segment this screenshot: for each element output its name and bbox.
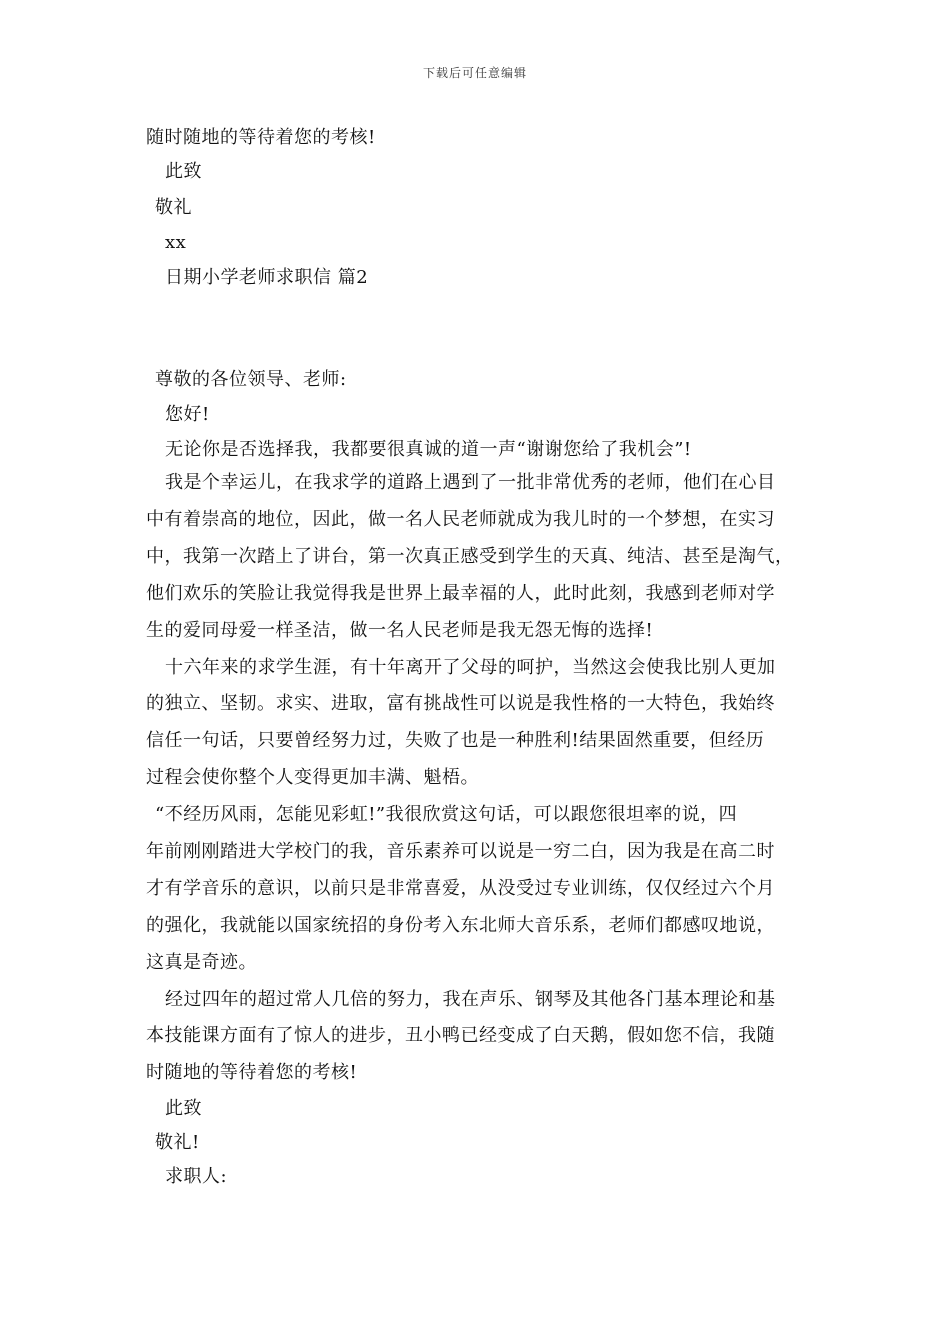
text-line: 经过四年的超过常人几倍的努力，我在声乐、钢琴及其他各门基本理论和基: [165, 989, 776, 1010]
section-heading: 日期小学老师求职信 篇2: [165, 267, 369, 288]
text-line: 过程会使你整个人变得更加丰满、魁梧。: [146, 767, 479, 788]
text-line: 的独立、坚韧。求实、进取，富有挑战性可以说是我性格的一大特色，我始终: [146, 693, 775, 714]
text-line: “不经历风雨，怎能见彩虹!”我很欣赏这句话，可以跟您很坦率的说，四: [155, 804, 738, 825]
text-line: 中有着崇高的地位，因此，做一名人民老师就成为我儿时的一个梦想，在实习: [146, 509, 775, 530]
text-line: 生的爱同母爱一样圣洁，做一名人民老师是我无怨无悔的选择!: [146, 620, 654, 641]
text-line: 中，我第一次踏上了讲台，第一次真正感受到学生的天真、纯洁、甚至是淘气，: [146, 546, 794, 567]
closing-line: 此致: [165, 161, 202, 182]
text-line: 随时随地的等待着您的考核!: [146, 127, 376, 148]
text-line: 他们欢乐的笑脸让我觉得我是世界上最幸福的人，此时此刻，我感到老师对学: [146, 583, 775, 604]
text-line: 本技能课方面有了惊人的进步，丑小鸭已经变成了白天鹅，假如您不信，我随: [146, 1025, 775, 1046]
text-line: 十六年来的求学生涯，有十年离开了父母的呵护，当然这会使我比别人更加: [165, 657, 776, 678]
signature-line: 求职人:: [165, 1166, 228, 1187]
salutation-line: 敬礼!: [155, 1132, 200, 1153]
text-line: 的强化，我就能以国家统招的身份考入东北师大音乐系，老师们都感叹地说，: [146, 915, 775, 936]
text-line: 您好!: [165, 404, 210, 425]
text-line: 这真是奇迹。: [146, 952, 257, 973]
greeting-line: 尊敬的各位领导、老师:: [155, 369, 347, 390]
page-header: 下载后可任意编辑: [422, 66, 527, 80]
text-line: 时随地的等待着您的考核!: [146, 1062, 358, 1083]
closing-line: 此致: [165, 1098, 202, 1119]
text-line: 年前刚刚踏进大学校门的我，音乐素养可以说是一穷二白，因为我是在高二时: [146, 841, 775, 862]
text-line: 我是个幸运儿，在我求学的道路上遇到了一批非常优秀的老师，他们在心目: [165, 472, 776, 493]
signature-line: xx: [165, 232, 187, 253]
salutation-line: 敬礼: [155, 197, 192, 218]
text-line: 无论你是否选择我，我都要很真诚的道一声“谢谢您给了我机会”!: [165, 439, 692, 460]
text-line: 信任一句话，只要曾经努力过，失败了也是一种胜利!结果固然重要，但经历: [146, 730, 765, 751]
text-line: 才有学音乐的意识，以前只是非常喜爱，从没受过专业训练，仅仅经过六个月: [146, 878, 775, 899]
